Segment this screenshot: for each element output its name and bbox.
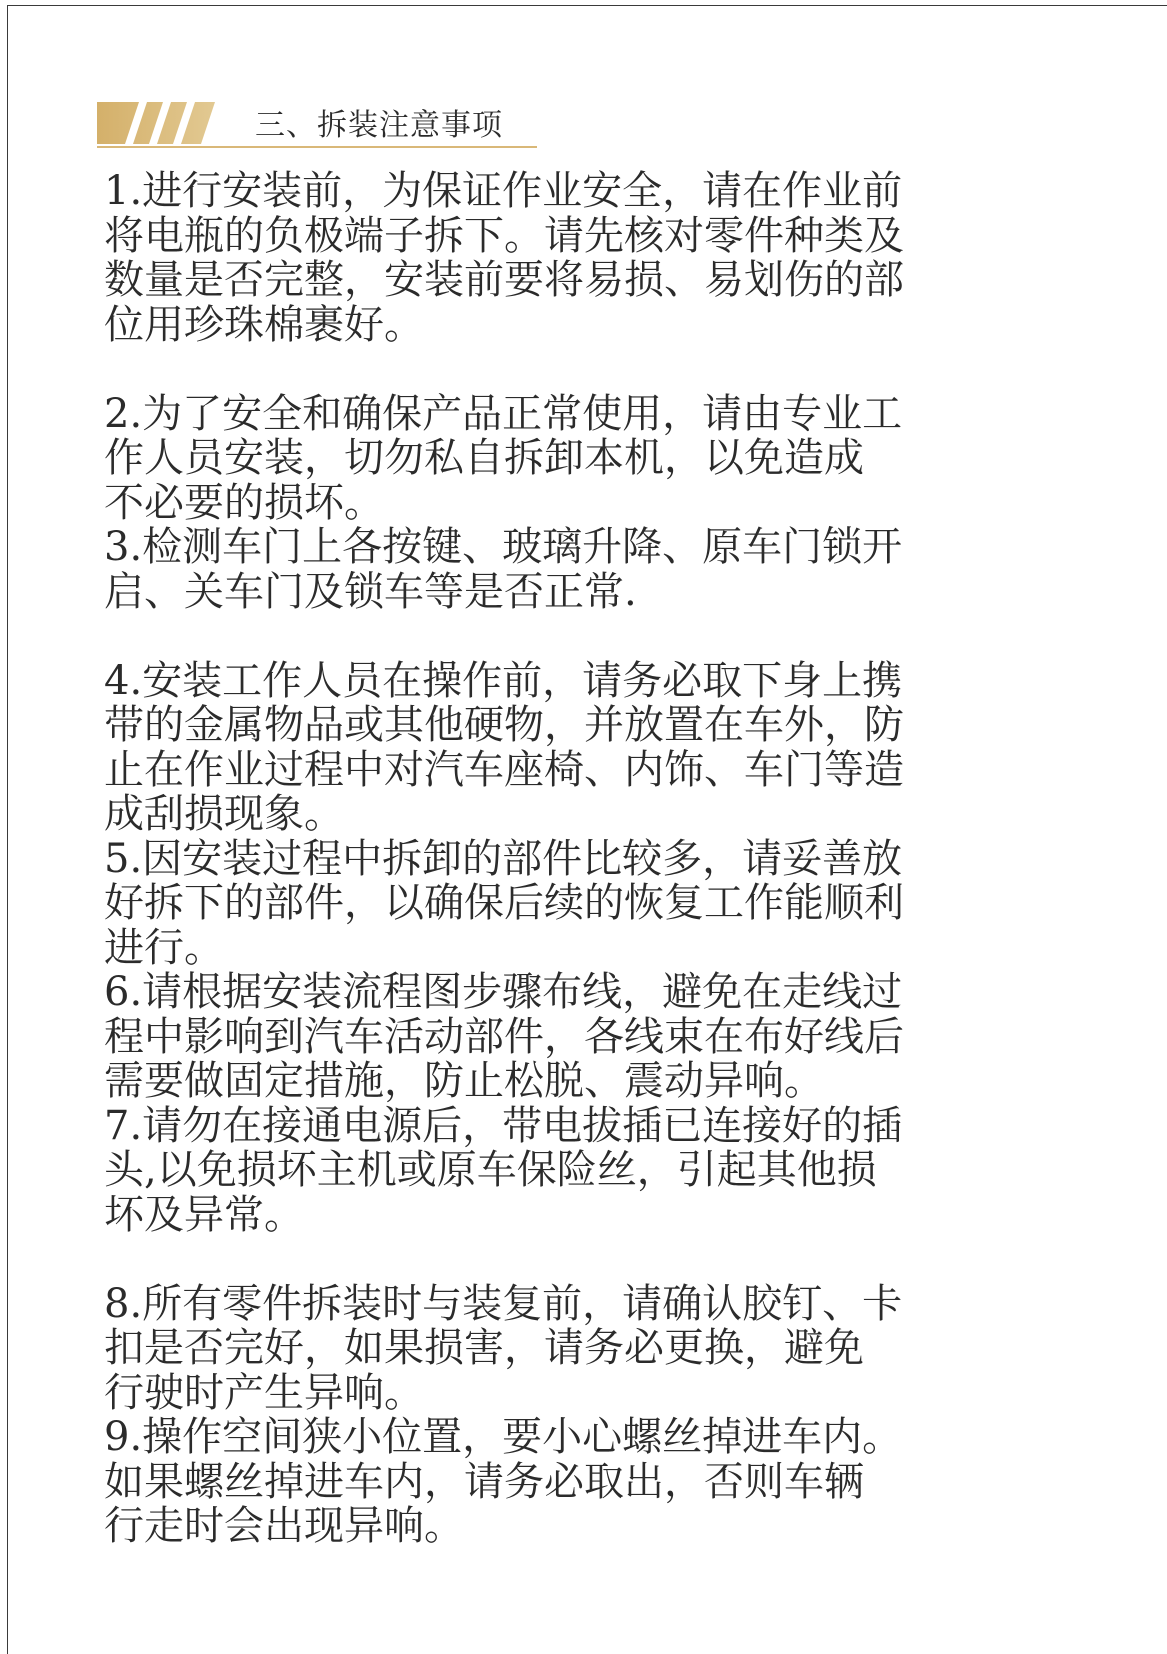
section-header — [97, 102, 537, 152]
precaution-item-4: 4.安装工作人员在操作前，请务必取下身上携 带的金属物品或其他硬物，并放置在车外，防 止在作业过程中对汽车座椅、内饰、车门等造 成刮损现象。 — [104, 657, 904, 837]
precaution-item-5: 5.因安装过程中拆卸的部件比较多，请妥善放 好拆下的部件，以确保后续的恢复工作能顺利 进行。 — [104, 835, 904, 971]
precaution-item-8: 8.所有零件拆装时与装复前，请确认胶钉、卡 扣是否完好，如果损害，请务必更换，避免 行驶时产生异响。 — [104, 1280, 903, 1416]
precaution-item-9: 9.操作空间狭小位置，要小心螺丝掉进车内。 如果螺丝掉进车内，请务必取出，否则车辆 行走时会出现异响。 — [104, 1414, 903, 1549]
precaution-item-2: 2.为了安全和确保产品正常使用，请由专业工 作人员安装，切勿私自拆卸本机，以免造成 不必要的损坏。 — [104, 390, 903, 526]
section-title: 三、拆装注意事项 — [255, 108, 503, 143]
precautions-list — [104, 169, 1004, 1549]
precaution-item-3: 3.检测车门上各按键、玻璃升降、原车门锁开 启、关车门及锁车等是否正常. — [104, 524, 903, 615]
precaution-item-6: 6.请根据安装流程图步骤布线，避免在走线过 程中影响到汽车活动部件，各线束在布好线后 需要做固定措施，防止松脱、震动异响。 — [104, 969, 904, 1104]
precaution-item-7: 7.请勿在接通电源后，带电拔插已连接好的插 头,以免损坏主机或原车保险丝，引起其他损 坏及异常。 — [104, 1102, 903, 1238]
precaution-item-1: 1.进行安装前，为保证作业安全，请在作业前 将电瓶的负极端子拆下。请先核对零件种类及 数量是否完整，安装前要将易损、易划伤的部 位用珍珠棉裹好。 — [104, 168, 904, 348]
